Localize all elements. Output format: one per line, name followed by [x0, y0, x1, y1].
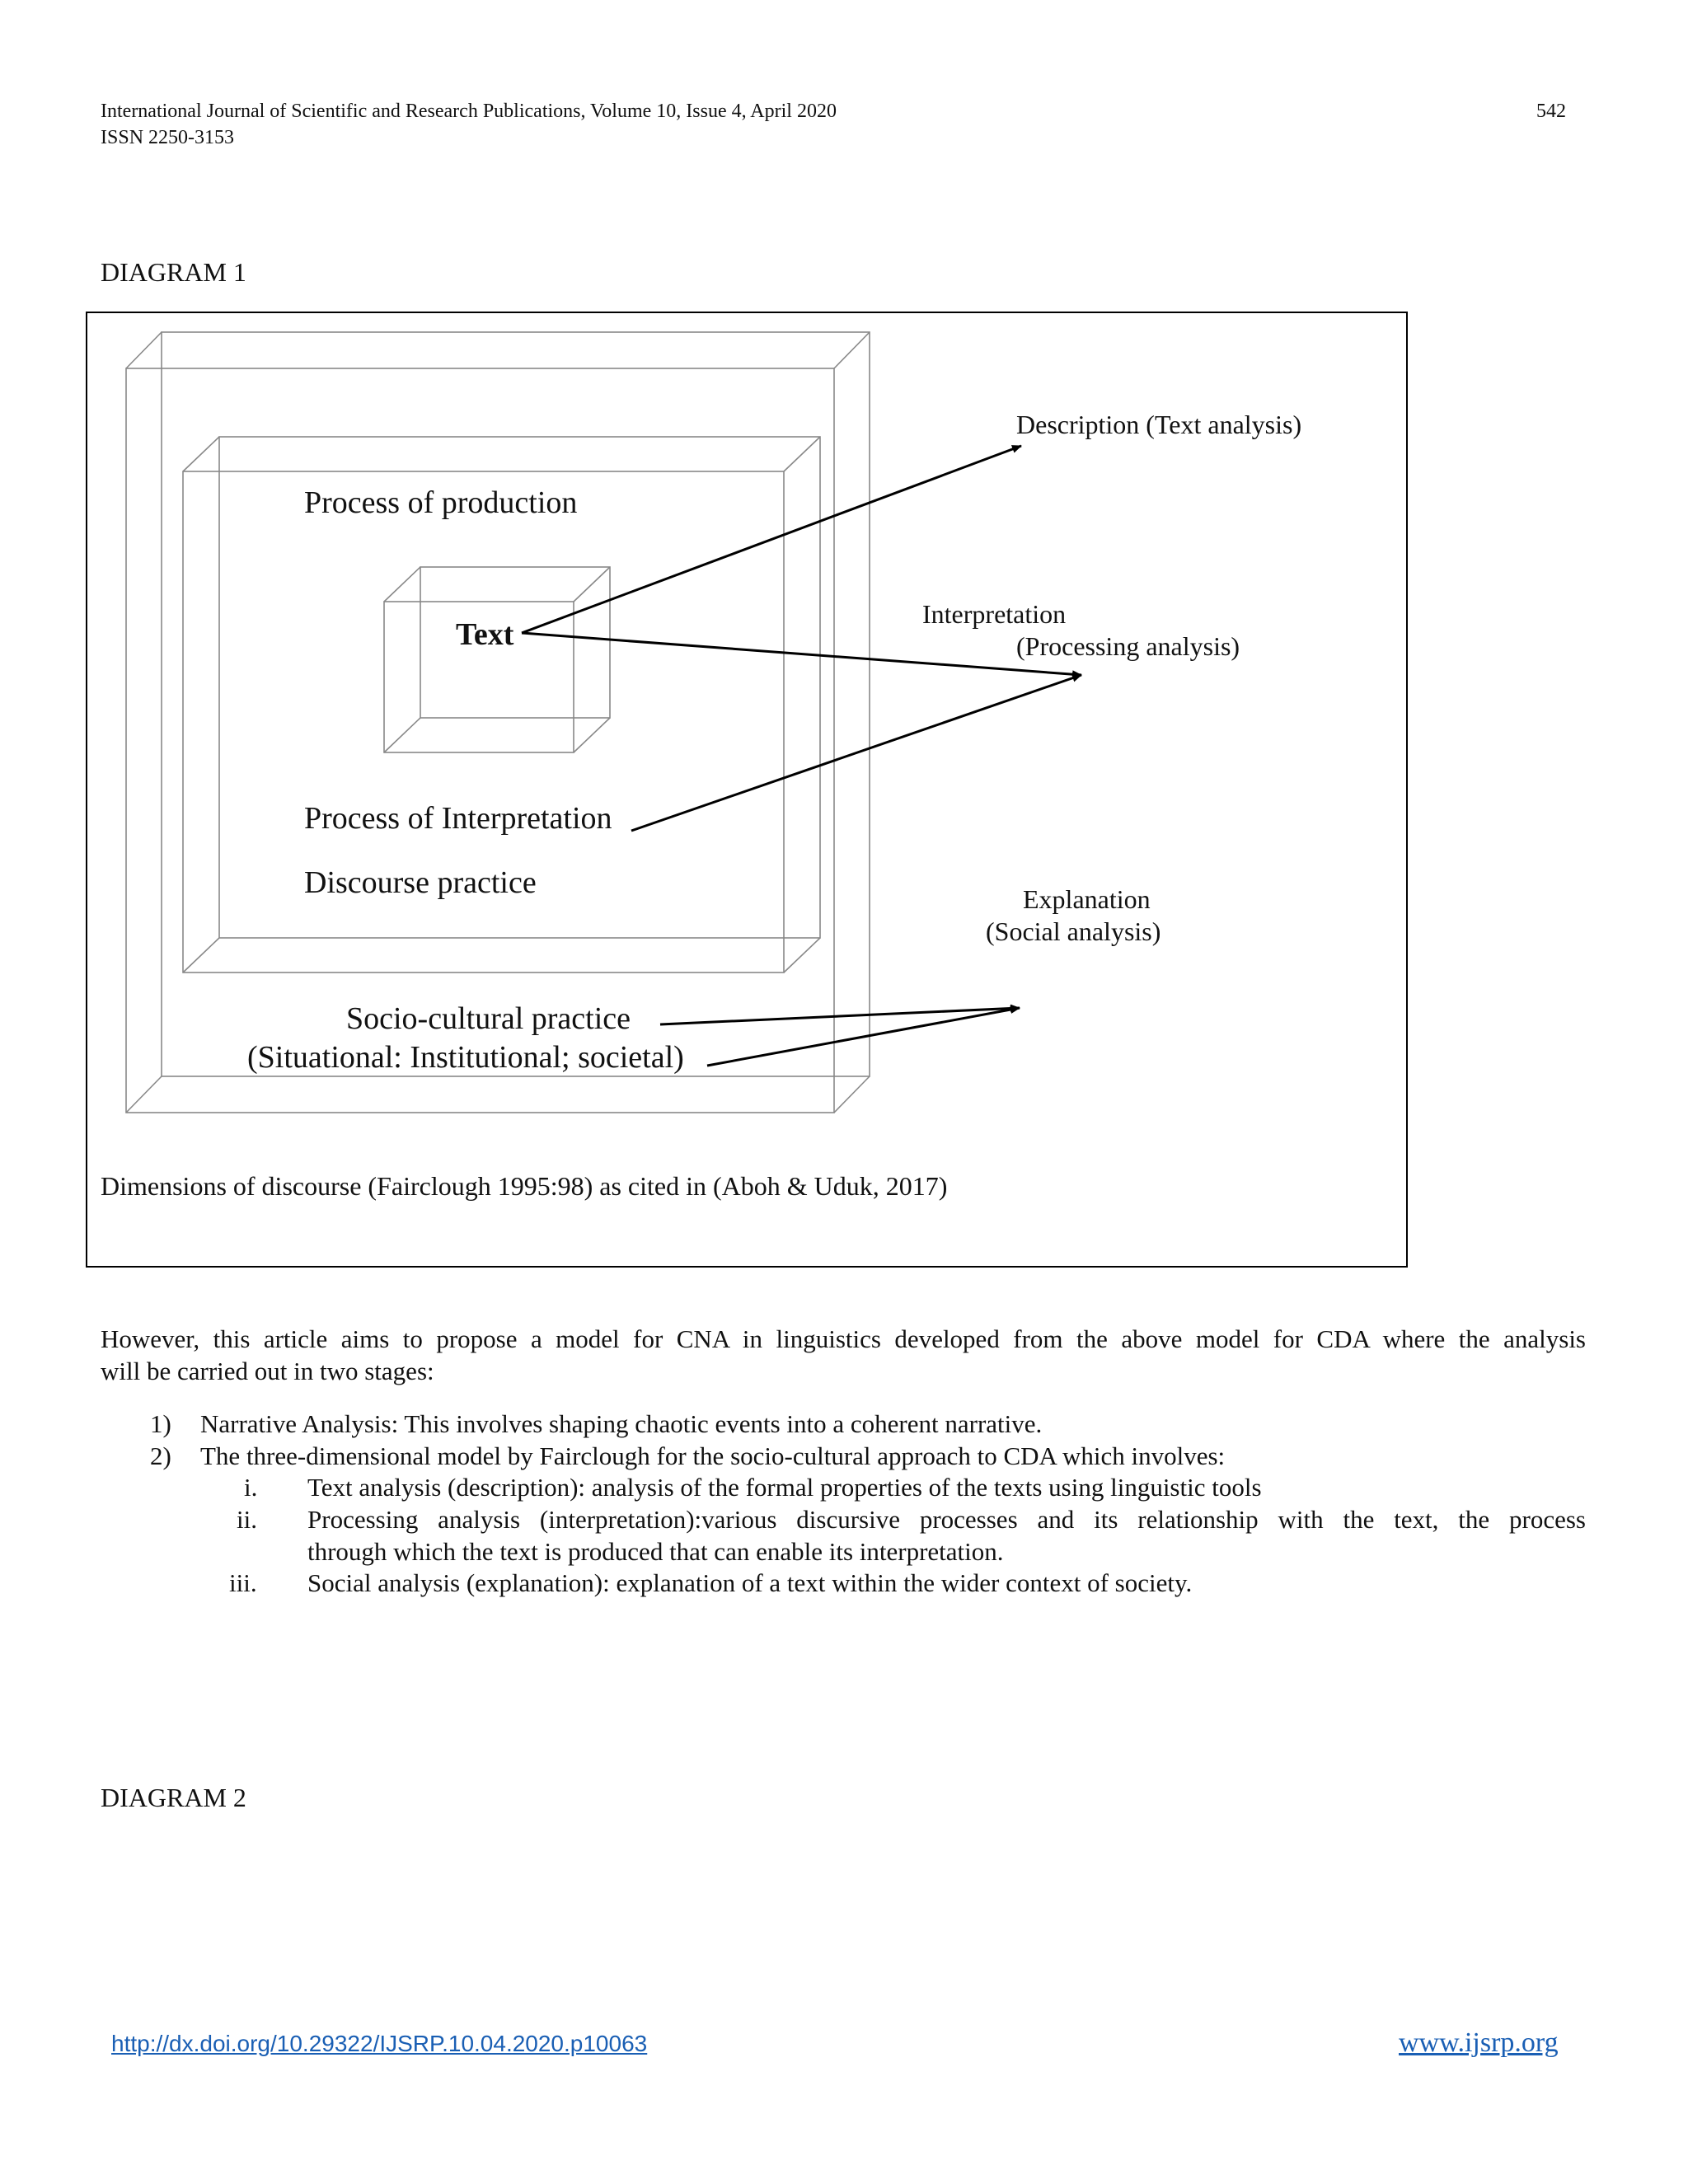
list-item-2: The three-dimensional model by Fairclough for the socio-cultural approach to CDA which involves: — [200, 1441, 1226, 1470]
sublist-marker-iii: iii. — [229, 1568, 257, 1597]
site-link[interactable]: www.ijsrp.org — [1399, 2027, 1559, 2058]
sublist-item-iii: Social analysis (explanation): explanation of a text within the wider context of society. — [307, 1568, 1193, 1597]
page-number: 542 — [1536, 101, 1566, 122]
intro-paragraph-line2: will be carried out in two stages: — [101, 1357, 434, 1385]
label-process-of-interpretation: Process of Interpretation — [304, 801, 612, 836]
arrow-text-to-interpretation — [522, 633, 1081, 675]
sublist-marker-ii: ii. — [237, 1505, 257, 1534]
inner-box — [384, 567, 610, 752]
label-text: Text — [456, 617, 514, 652]
diagram1-heading: DIAGRAM 1 — [101, 257, 246, 287]
journal-title: International Journal of Scientific and Research Publications, Volume 10, Issue 4, April 2020 — [101, 101, 837, 122]
issn: ISSN 2250-3153 — [101, 127, 235, 148]
outer-box — [126, 332, 870, 1113]
diagram2-heading: DIAGRAM 2 — [101, 1783, 246, 1812]
arrow-situational-to-explanation — [707, 1008, 1020, 1066]
list-marker-1: 1) — [150, 1409, 171, 1438]
label-explanation: Explanation — [1023, 884, 1151, 914]
sublist-item-ii-line1: Processing analysis (interpretation):various discursive processes and its relationship with the text, the process — [307, 1505, 1586, 1534]
sublist-item-ii-line2: through which the text is produced that can enable its interpretation. — [307, 1537, 1004, 1566]
sublist-marker-i: i. — [244, 1473, 258, 1502]
arrow-process-to-interpretation — [631, 675, 1081, 831]
sublist-item-i: Text analysis (description): analysis of the formal properties of the texts using linguistic tools — [307, 1473, 1262, 1502]
diagram1-caption: Dimensions of discourse (Fairclough 1995:98) as cited in (Aboh & Uduk, 2017) — [101, 1171, 948, 1201]
label-description: Description (Text analysis) — [1016, 410, 1302, 439]
label-interpretation: Interpretation — [922, 599, 1067, 629]
doi-link[interactable]: http://dx.doi.org/10.29322/IJSRP.10.04.2020.p10063 — [111, 2031, 648, 2056]
list-marker-2: 2) — [150, 1441, 171, 1470]
label-social-analysis: (Social analysis) — [986, 916, 1161, 946]
label-discourse-practice: Discourse practice — [304, 865, 537, 900]
label-situational: (Situational: Institutional; societal) — [247, 1040, 684, 1075]
label-processing-analysis: (Processing analysis) — [1016, 631, 1240, 661]
arrow-socio-to-explanation — [660, 1008, 1020, 1024]
intro-paragraph-line1: However, this article aims to propose a model for CNA in linguistics developed from the above model for CDA where the analysis — [101, 1324, 1586, 1353]
list-item-1: Narrative Analysis: This involves shaping chaotic events into a coherent narrative. — [200, 1409, 1043, 1438]
label-socio-cultural-practice: Socio-cultural practice — [346, 1001, 631, 1036]
label-process-of-production: Process of production — [304, 485, 578, 520]
